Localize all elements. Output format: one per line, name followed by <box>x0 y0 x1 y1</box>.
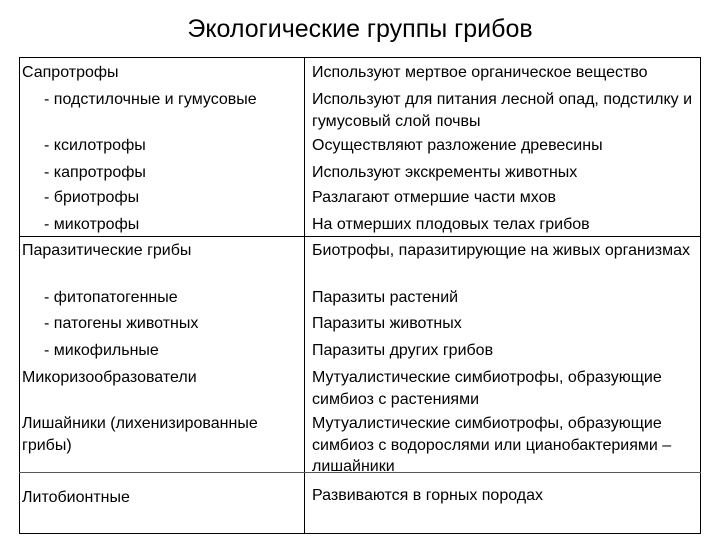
page-title: Экологические группы грибов <box>187 15 533 43</box>
row-divider <box>19 236 701 237</box>
group-description: Используют экскременты животных <box>312 164 578 181</box>
subgroup-name: - микофильные <box>44 342 159 359</box>
group-name: Паразитические грибы <box>22 242 192 259</box>
group-description: Осуществляют разложение древесины <box>312 137 603 154</box>
group-description: Используют для питания лесной опад, подстилку и гумусовый слой почвы <box>312 91 693 130</box>
group-name: Литобионтные <box>22 489 130 506</box>
group-description: Паразиты растений <box>312 289 459 306</box>
group-description: Мутуалистические симбиотрофы, образующие симбиоз с растениями <box>312 369 662 408</box>
subgroup-name: - подстилочные и гумусовые <box>44 91 257 108</box>
subgroup-name: - капротрофы <box>44 164 146 181</box>
group-name: Лишайники (лихенизированные грибы) <box>22 415 258 454</box>
group-description: Используют мертвое органическое вещество <box>312 64 648 81</box>
subgroup-name: - микотрофы <box>44 216 140 233</box>
group-name: Микоризообразователи <box>22 369 197 386</box>
group-description: На отмерших плодовых телах грибов <box>312 216 590 233</box>
column-divider <box>304 57 305 534</box>
group-description: Развиваются в горных породах <box>312 487 544 504</box>
subgroup-name: - патогены животных <box>44 315 199 332</box>
group-name: Сапротрофы <box>22 64 119 81</box>
group-description: Разлагают отмершие части мхов <box>312 189 557 206</box>
group-description: Паразиты животных <box>312 315 462 332</box>
subgroup-name: - фитопатогенные <box>44 289 178 306</box>
group-description: Биотрофы, паразитирующие на живых организмах <box>312 242 690 259</box>
group-description: Мутуалистические симбиотрофы, образующие симбиоз с водорослями или цианобактериями – лишайники <box>312 415 672 475</box>
subgroup-name: - бриотрофы <box>44 189 140 206</box>
subgroup-name: - ксилотрофы <box>44 137 146 154</box>
group-description: Паразиты других грибов <box>312 342 494 359</box>
